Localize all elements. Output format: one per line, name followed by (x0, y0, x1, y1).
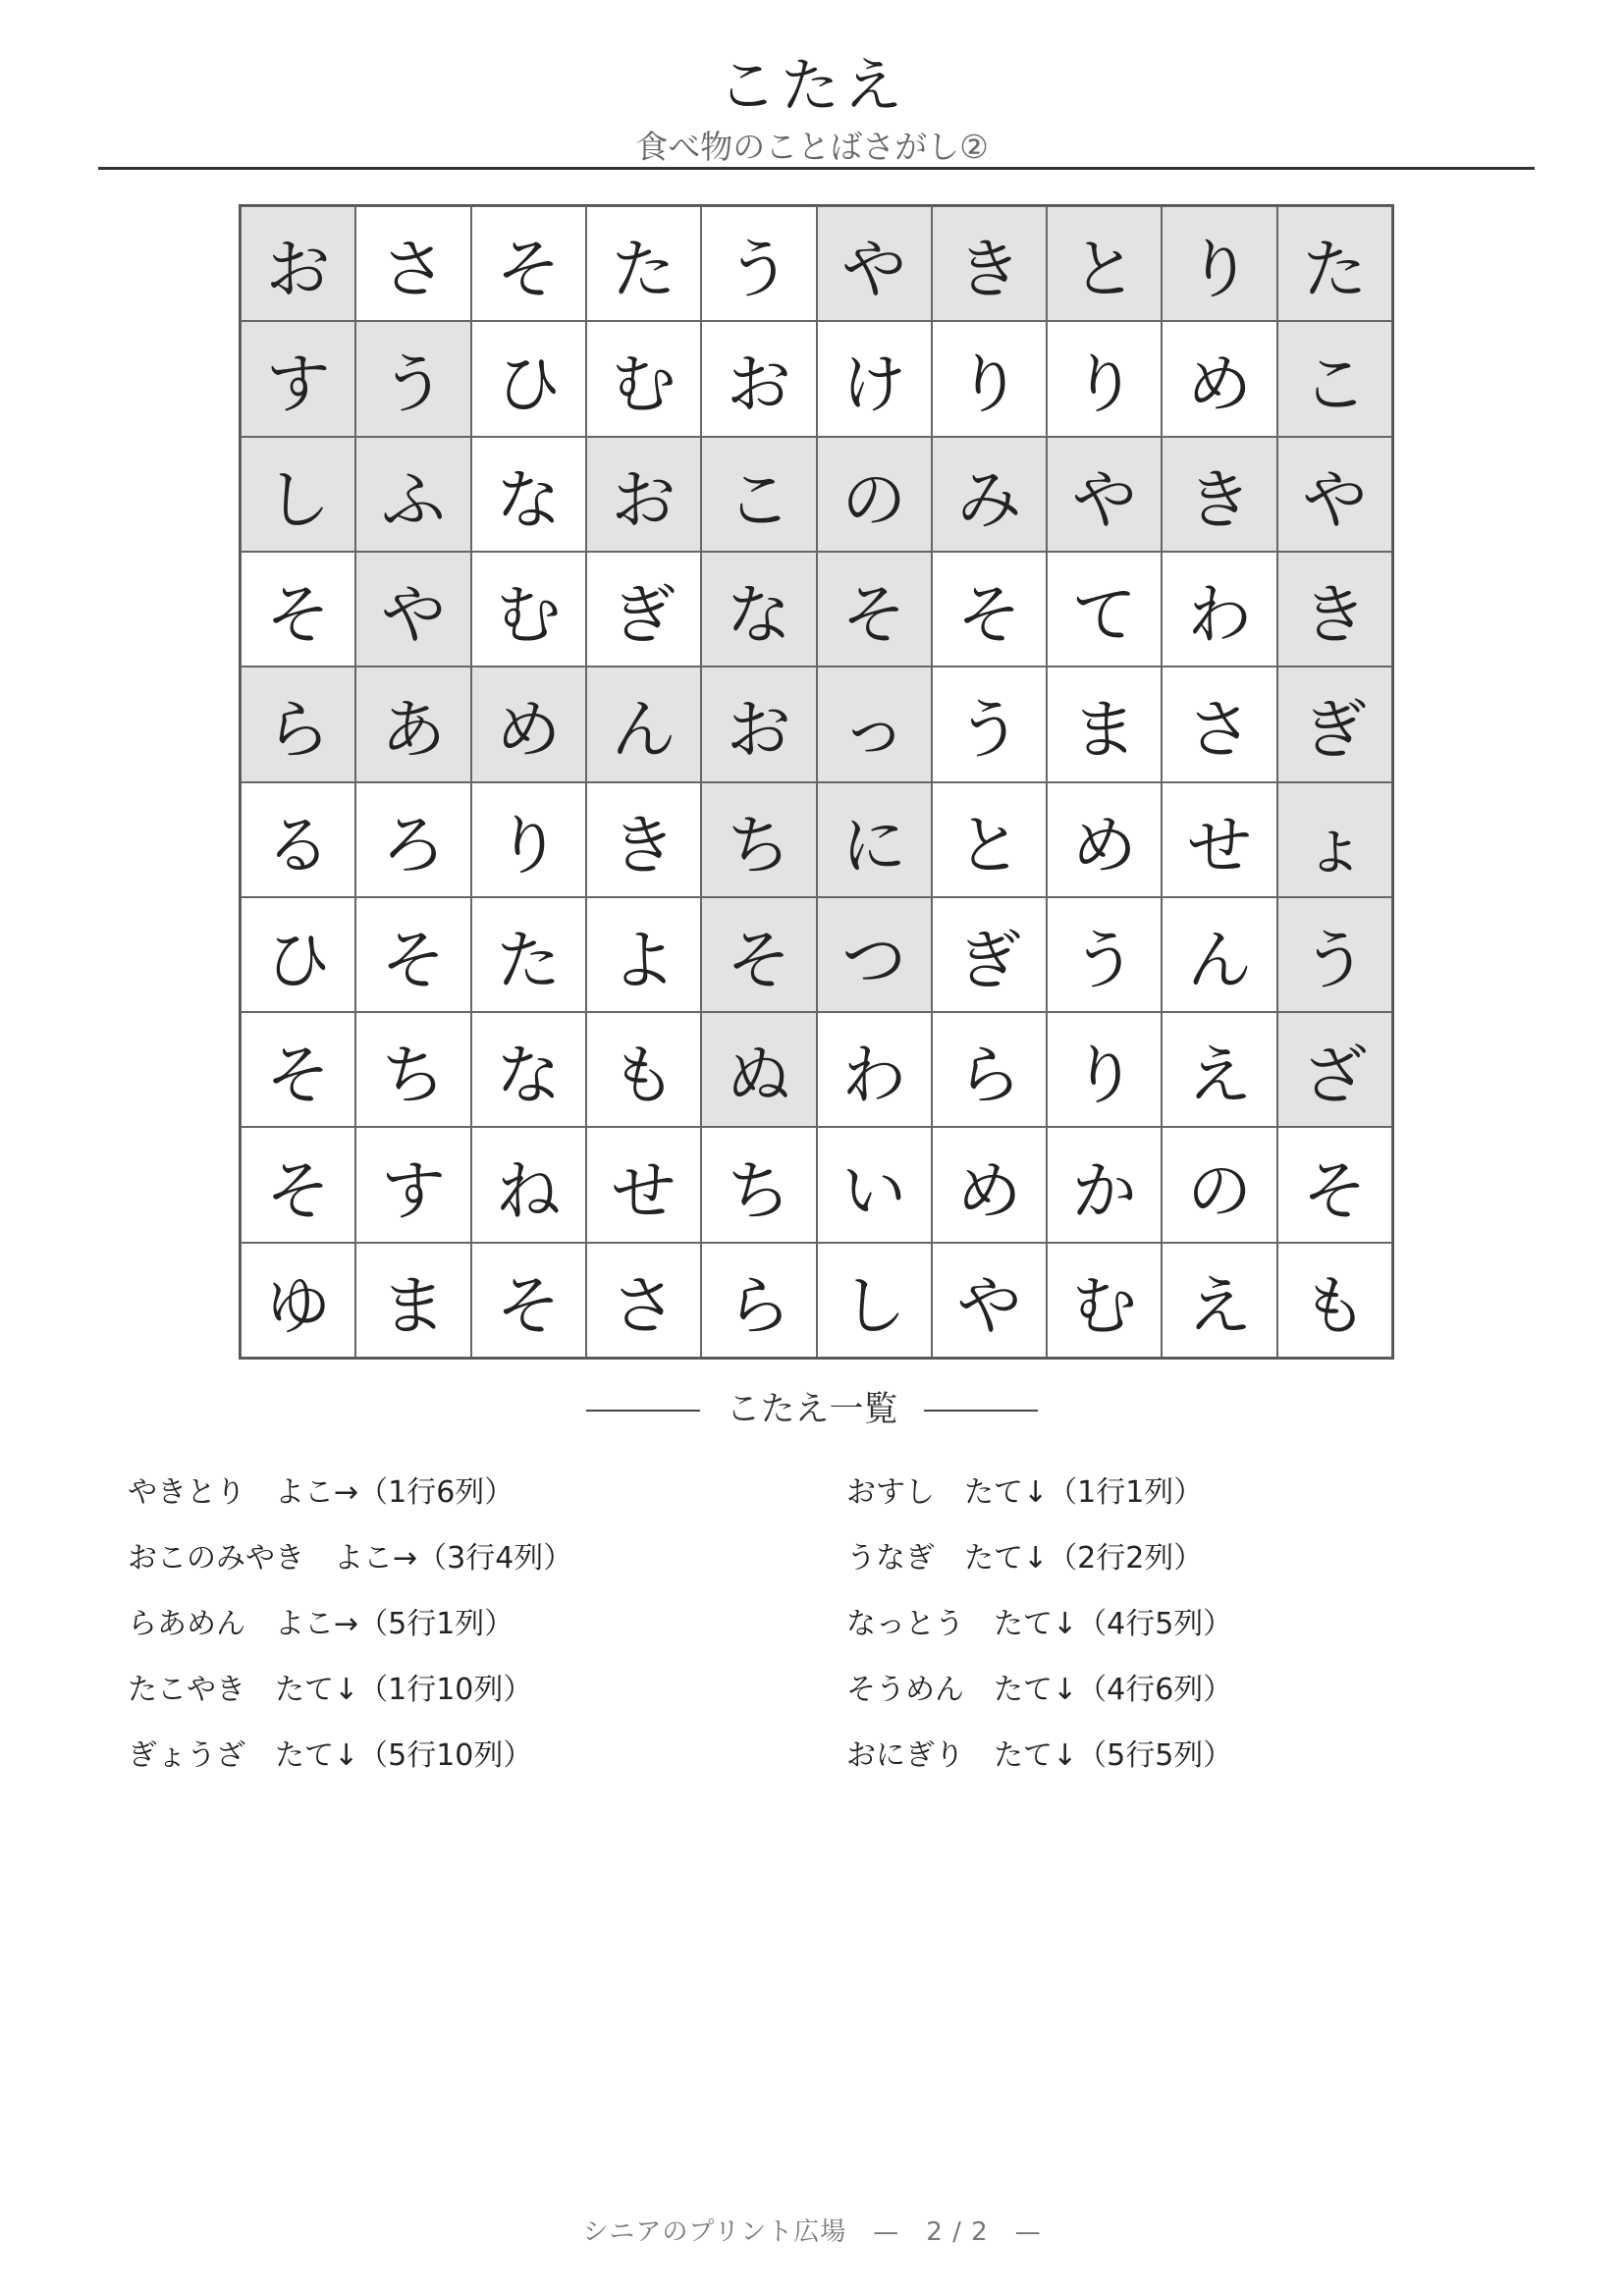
grid-cell: せ (586, 1127, 701, 1242)
grid-cell: め (471, 667, 586, 781)
grid-cell: め (1047, 782, 1162, 897)
answer-item: おすし たて↓（1行1列） (846, 1475, 1204, 1510)
grid-cell: の (1162, 1127, 1276, 1242)
grid-cell: な (701, 552, 816, 667)
answer-column-left (128, 1468, 572, 1796)
grid-cell: や (932, 1243, 1047, 1358)
grid-cell: や (355, 552, 470, 667)
grid-cell: ら (701, 1243, 816, 1358)
grid-cell: ゆ (241, 1243, 355, 1358)
page-title: こたえ (718, 52, 906, 121)
grid-cell: お (701, 321, 816, 436)
grid-cell: も (1277, 1243, 1392, 1358)
grid-cell: ち (701, 782, 816, 897)
grid-cell: ち (355, 1012, 470, 1127)
grid-cell: む (586, 321, 701, 436)
grid-cell: や (817, 206, 932, 321)
word-search-grid (239, 204, 1394, 1360)
grid-cell: ぎ (586, 552, 701, 667)
grid-cell: そ (1277, 1127, 1392, 1242)
grid-cell: け (817, 321, 932, 436)
grid-cell: に (817, 782, 932, 897)
answer-item: ぎょうざ たて↓（5行10列） (128, 1738, 533, 1773)
grid-cell: き (586, 782, 701, 897)
grid-cell: え (1162, 1243, 1276, 1358)
grid-cell: そ (817, 552, 932, 667)
footer-page-number: — 2 / 2 — (873, 2217, 1042, 2247)
grid-cell: あ (355, 667, 470, 781)
grid-cell: う (355, 321, 470, 436)
answer-item: らあめん よこ→（5行1列） (128, 1607, 514, 1641)
grid-cell: ふ (355, 437, 470, 552)
grid-cell: わ (817, 1012, 932, 1127)
grid-cell: こ (1277, 321, 1392, 436)
grid-cell: と (932, 782, 1047, 897)
grid-cell: し (241, 437, 355, 552)
grid-cell: め (1162, 321, 1276, 436)
grid-cell: ざ (1277, 1012, 1392, 1127)
grid-cell: も (586, 1012, 701, 1127)
heading-dash-right (924, 1410, 1038, 1412)
answer-item: おこのみやき よこ→（3行4列） (128, 1541, 573, 1575)
grid-cell: う (932, 667, 1047, 781)
grid-cell: き (1162, 437, 1276, 552)
grid-cell: よ (586, 897, 701, 1012)
grid-cell: そ (932, 552, 1047, 667)
grid-cell: ま (355, 1243, 470, 1358)
heading-dash-left (586, 1410, 700, 1412)
grid-cell: す (241, 321, 355, 436)
grid-cell: ぎ (1277, 667, 1392, 781)
grid-cell: か (1047, 1127, 1162, 1242)
title-divider (98, 167, 1535, 170)
grid-cell: う (1277, 897, 1392, 1012)
grid-cell: ま (1047, 667, 1162, 781)
grid-cell: そ (355, 897, 470, 1012)
grid-cell: う (1047, 897, 1162, 1012)
grid-cell: せ (1162, 782, 1276, 897)
grid-cell: ょ (1277, 782, 1392, 897)
grid-cell: そ (241, 552, 355, 667)
grid-cell: ん (586, 667, 701, 781)
answer-item: なっとう たて↓（4行5列） (846, 1607, 1233, 1641)
grid-cell: り (932, 321, 1047, 436)
grid-cell: ね (471, 1127, 586, 1242)
grid-cell: お (241, 206, 355, 321)
grid-cell: む (1047, 1243, 1162, 1358)
grid-cell: そ (471, 1243, 586, 1358)
grid-cell: の (817, 437, 932, 552)
grid-cell: し (817, 1243, 932, 1358)
answer-item: そうめん たて↓（4行6列） (846, 1673, 1233, 1707)
grid-cell: ら (241, 667, 355, 781)
grid-cell: や (1047, 437, 1162, 552)
grid-cell: な (471, 437, 586, 552)
grid-cell: む (471, 552, 586, 667)
grid-cell: き (1277, 552, 1392, 667)
grid-cell: そ (701, 897, 816, 1012)
grid-cell: め (932, 1127, 1047, 1242)
grid-cell: み (932, 437, 1047, 552)
answers-heading (0, 1382, 1624, 1431)
grid-cell: つ (817, 897, 932, 1012)
grid-cell: り (1162, 206, 1276, 321)
grid-cell: ろ (355, 782, 470, 897)
grid-cell: り (1047, 321, 1162, 436)
footer-site-name: シニアのプリント広場 (582, 2217, 847, 2247)
answer-column-right (846, 1468, 1232, 1796)
grid-cell: や (1277, 437, 1392, 552)
grid-cell: え (1162, 1012, 1276, 1127)
grid-cell: た (1277, 206, 1392, 321)
grid-cell: う (701, 206, 816, 321)
grid-cell: ち (701, 1127, 816, 1242)
page-footer (0, 2212, 1624, 2248)
grid-cell: き (932, 206, 1047, 321)
answer-item: やきとり よこ→（1行6列） (128, 1475, 514, 1510)
grid-cell: り (471, 782, 586, 897)
grid-cell: ひ (241, 897, 355, 1012)
answer-item: たこやき たて↓（1行10列） (128, 1673, 533, 1707)
grid-cell: な (471, 1012, 586, 1127)
grid-cell: さ (1162, 667, 1276, 781)
grid-cell: て (1047, 552, 1162, 667)
grid-cell: ら (932, 1012, 1047, 1127)
grid-cell: い (817, 1127, 932, 1242)
grid-cell: そ (241, 1012, 355, 1127)
grid-cell: さ (586, 1243, 701, 1358)
grid-cell: こ (701, 437, 816, 552)
grid-cell: す (355, 1127, 470, 1242)
grid-cell: と (1047, 206, 1162, 321)
grid-cell: お (586, 437, 701, 552)
grid-cell: た (471, 897, 586, 1012)
grid-cell: そ (471, 206, 586, 321)
answer-item: うなぎ たて↓（2行2列） (846, 1541, 1204, 1575)
answer-item: おにぎり たて↓（5行5列） (846, 1738, 1233, 1773)
grid-cell: た (586, 206, 701, 321)
grid-cell: さ (355, 206, 470, 321)
grid-cell: わ (1162, 552, 1276, 667)
grid-cell: そ (241, 1127, 355, 1242)
grid-cell: り (1047, 1012, 1162, 1127)
grid-cell: る (241, 782, 355, 897)
page-subtitle: 食べ物のことばさがし② (635, 128, 989, 166)
grid-cell: ぬ (701, 1012, 816, 1127)
grid-cell: ん (1162, 897, 1276, 1012)
answers-heading-label: こたえ一覧 (726, 1390, 898, 1429)
grid-cell: ひ (471, 321, 586, 436)
grid-cell: お (701, 667, 816, 781)
grid-cell: ぎ (932, 897, 1047, 1012)
grid-cell: っ (817, 667, 932, 781)
